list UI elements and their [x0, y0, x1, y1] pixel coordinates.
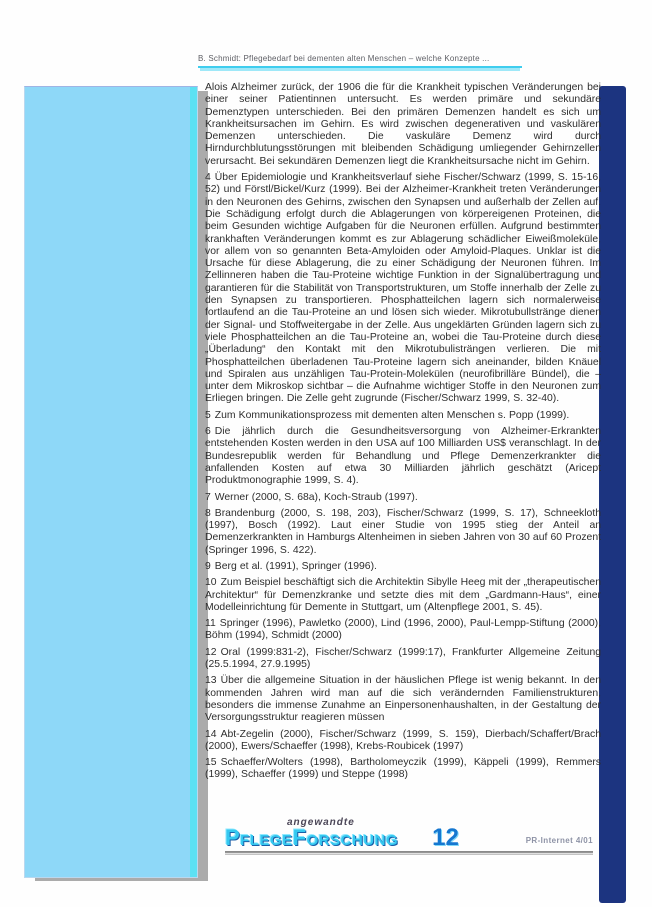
footer-rule — [225, 851, 593, 855]
footnote-number: 10 — [205, 577, 217, 589]
footnote-item — [205, 757, 601, 782]
footnote-item — [205, 577, 601, 614]
footnote-text: Werner (2000, S. 68a), Koch-Straub (1997). — [214, 491, 418, 503]
footnote-text: Berg et al. (1991), Springer (1996). — [214, 560, 377, 572]
footnote-number: 8 — [205, 507, 211, 519]
footnote-item — [205, 508, 601, 557]
footnote-text: Springer (1996), Pawletko (2000), Lind (1996, 2000), Paul-Lempp-Stiftung (2000), Böhm (1994), Schmidt (2000) — [205, 618, 601, 642]
footnote-item — [205, 561, 601, 573]
footnote-text: Zum Beispiel beschäftigt sich die Architektin Sibylle Heeg mit der „therapeutischen Architektur“ für Demenzkranke und setzte dies mit dem „Gardmann-Haus“, einer Modelleinrichtung für Demente in Stuttgart, um (Altenpflege 2001, S. 45). — [205, 577, 601, 613]
series-label: angewandte — [287, 817, 355, 828]
page-number: 12 — [432, 824, 459, 851]
running-head: B. Schmidt: Pflegebedarf bei dementen alten Menschen – welche Konzepte ... — [198, 54, 522, 68]
footnote-text: Die jährlich durch die Gesundheitsversorgung von Alzheimer-Erkrankten entstehenden Kosten werden in den USA auf 100 Milliarden US$ veranschlagt. In der Bundesrepublik werden für Behandlung und Pflege Demenzerkrankter die anfallenden Kosten auf etwa 30 Milliarden jährlich geschätzt (Aricept Produktmonographie 1999, S. 4). — [205, 426, 601, 487]
footnote-text: Über die allgemeine Situation in der häuslichen Pflege ist wenig bekannt. In den kommenden Jahren wird man auf die sich verändernden Familienstrukturen, besonders die immense Zunahme an Einpersonenhaushalten, in der Gestaltung der Versorgungsstruktur reagieren müssen — [205, 675, 601, 724]
intro-paragraph: Alois Alzheimer zurück, der 1906 die für die Krankheit typischen Veränderungen bei einer seiner Patientinnen untersucht. Es werden primäre und sekundäre Demenztypen unterschieden. Bei den primären Demenzen handelt es sich um Krankheitsursachen im Gehirn. Es wird zwischen degenerativen und vaskulären Demenzen unterschieden. Die vaskuläre Demenz wird durch Hirndurchblutungsstörungen mit bleibenden Schädigung umliegender Gehirnzellen verursacht. Bei sekundären Demenzen liegt die Krankheitsursache nicht im Gehirn. — [205, 82, 601, 167]
footnote-item — [205, 492, 601, 504]
footnote-number: 14 — [205, 728, 217, 740]
footnote-number: 5 — [205, 409, 211, 421]
footnote-number: 7 — [205, 491, 211, 503]
footnote-text: Schaeffer/Wolters (1998), Bartholomeyczik (1999), Käppeli (1999), Remmers (1999), Schaeffer (1999) und Steppe (1998) — [205, 757, 601, 781]
footnote-item — [205, 618, 601, 643]
footnote-text: Oral (1999:831-2), Fischer/Schwarz (1999:17), Frankfurter Allgemeine Zeitung (25.5.1994, 27.9.1995) — [205, 646, 601, 671]
side-panel-edge-strip — [190, 87, 197, 877]
footnote-text: Abt-Zegelin (2000), Fischer/Schwarz (1999, S. 159), Dierbach/Schaffert/Brach (2000), Ewers/Schaeffer (1998), Krebs-Roubicek (1997) — [205, 728, 601, 752]
footnote-list — [205, 172, 601, 782]
footnote-text: Brandenburg (2000, S. 198, 203), Fischer/Schwarz (1999, S. 17), Schneekloth (1997), Bosch (1992). Laut einer Studie von 1995 stieg der Anteil an Demenzerkrankten in Hamburgs Altenheimen in sieben Jahren von 30 auf 60 Prozent (Springer 1996, S. 422). — [205, 507, 601, 556]
footnote-item — [205, 729, 601, 754]
footnote-number: 9 — [205, 560, 211, 572]
footnote-item — [205, 426, 601, 487]
footnote-number: 13 — [205, 675, 217, 687]
footnote-text: Über Epidemiologie und Krankheitsverlauf siehe Fischer/Schwarz (1999, S. 15-16, 52) und Förstl/Bickel/Kurz (1999). Bei der Alzheimer-Krankheit treten Veränderungen in den Neuronen des Gehirns, zwischen den Synapsen und außerhalb der Zellen auf. Die Schädigung erfolgt durch die Ablagerungen von körpereigenen Proteinen, die beim Gesunden wichtige Aufgaben für die Neuronen erfüllen. Aufgrund bestimmten krankhaften Veränderungen kommt es zur Ablagerung schädlicher Eiweißmoleküle, vor allem von so genannten Beta-Amyloiden oder Amyloid-Plaques. Unklar ist die Ursache für diese Ablagerung, die zu einer Schädigung der Neuronen führen. Im Zellinneren haben die Tau-Proteine wichtige Funktion in der Signalübertragung und garantieren für die Stabilität von Transportstrukturen, um Stoffe innerhalb der Zelle zu den Synapsen zu transportieren. Phosphatteilchen lagern sich normalerweise fortlaufend an die Tau-Proteine an und lösen sich wieder. Mikrotubullstränge dienen der Signal- und Stoffweitergabe in der Zelle. Aus ungeklärten Gründen lagern sich zu viele Phosphatteilchen an die Tau-Proteine an, wobei die Tau-Proteine durch diese „Überladung“ den Kontakt mit den Mikrotubulisträngen verlieren. Die mit Phosphatteilchen überladenen Tau-Proteine lagern sich aneinander, bilden Knäuel und Spiralen aus unzähligen Tau-Protein-Molekülen (neurofibrilläre Bündel), die – unter dem Mikroskop sichtbar – die Aufnahme wichtiger Stoffe in den Neuronen zum Erliegen bringen. Die Zelle geht zugrunde (Fischer/Schwarz 1999, S. 32-40). — [205, 172, 601, 405]
footnote-number: 15 — [205, 757, 217, 769]
footnote-number: 6 — [205, 426, 211, 438]
footnote-text: Zum Kommunikationsprozess mit dementen alten Menschen s. Popp (1999). — [214, 409, 570, 421]
footnote-item — [205, 647, 601, 672]
page-edge-bookmark-bar — [599, 86, 626, 903]
journal-name: PflegeForschung — [225, 825, 399, 850]
footnote-item — [205, 675, 601, 724]
side-panel — [24, 86, 198, 878]
footnote-item — [205, 172, 601, 406]
issue-label: PR-Internet 4/01 — [525, 836, 593, 845]
footnote-number: 11 — [205, 618, 216, 630]
body-text-column — [205, 82, 601, 786]
footnote-item — [205, 410, 601, 422]
footnote-number: 12 — [205, 646, 217, 658]
footnote-number: 4 — [205, 172, 211, 184]
footer — [225, 818, 597, 855]
